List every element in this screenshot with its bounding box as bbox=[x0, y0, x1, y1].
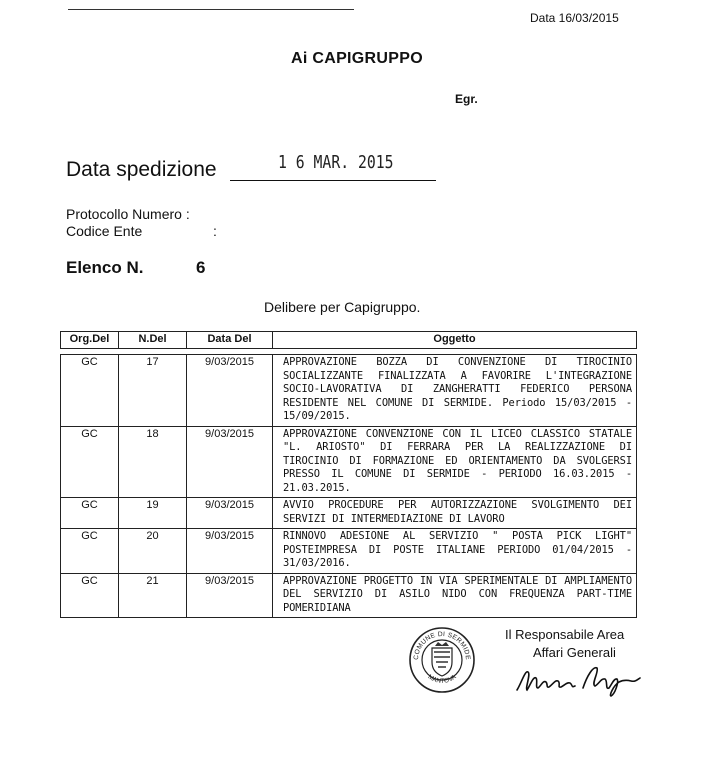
seal-text-top: COMUNE DI SERMIDE bbox=[412, 630, 472, 661]
entity-code-colon: : bbox=[213, 223, 217, 239]
entity-code-label: Codice Ente bbox=[66, 223, 143, 239]
table-row bbox=[61, 498, 637, 529]
row-subject: AVVIO PROCEDURE PER AUTORIZZAZIONE SVOLGIMENTO DEI SERVIZI DI INTERMEDIAZIONE DI LAVORO bbox=[273, 498, 637, 529]
municipal-seal bbox=[408, 626, 476, 694]
row-number: 21 bbox=[119, 573, 187, 618]
shipping-date-label: Data spedizione bbox=[66, 158, 217, 181]
signatory-role: Il Responsabile Area bbox=[505, 627, 625, 642]
row-org: GC bbox=[61, 573, 119, 618]
row-number: 18 bbox=[119, 426, 187, 498]
row-subject: APPROVAZIONE PROGETTO IN VIA SPERIMENTALE DI AMPLIAMENTO DEL SERVIZIO DI ASILO NIDO CON FREQUENZA PART-TIME POMERIDIANA bbox=[273, 573, 637, 618]
row-date: 9/03/2015 bbox=[187, 573, 273, 618]
column-header-subject: Oggetto bbox=[273, 332, 637, 349]
table-header-row bbox=[61, 332, 637, 349]
row-number: 17 bbox=[119, 355, 187, 427]
row-date: 9/03/2015 bbox=[187, 498, 273, 529]
table-row bbox=[61, 529, 637, 574]
row-number: 20 bbox=[119, 529, 187, 574]
svg-text:MANTOVA bbox=[426, 673, 458, 685]
handwritten-signature bbox=[513, 660, 643, 698]
column-header-org: Org.Del bbox=[61, 332, 119, 349]
row-org: GC bbox=[61, 529, 119, 574]
greeting: Egr. bbox=[455, 92, 478, 106]
table-row bbox=[61, 355, 637, 427]
signatory-office: Affari Generali bbox=[533, 645, 616, 660]
document-date: Data 16/03/2015 bbox=[530, 11, 619, 25]
document-title: Ai CAPIGRUPPO bbox=[291, 50, 423, 67]
row-org: GC bbox=[61, 355, 119, 427]
row-date: 9/03/2015 bbox=[187, 426, 273, 498]
shipping-date-line bbox=[230, 180, 436, 181]
row-date: 9/03/2015 bbox=[187, 355, 273, 427]
column-header-date: Data Del bbox=[187, 332, 273, 349]
column-header-number: N.Del bbox=[119, 332, 187, 349]
row-subject: APPROVAZIONE BOZZA DI CONVENZIONE DI TIROCINIO SOCIALIZZANTE FINALIZZATA A FAVORIRE L'INTEGRAZIONE SOCIO-LAVORATIVA DI ZANGHERATTI FEDERICO PERSONA RESIDENTE NEL COMUNE DI SERMIDE. Periodo 15/03/2015 - 15/09/2015. bbox=[273, 355, 637, 427]
row-org: GC bbox=[61, 426, 119, 498]
row-number: 19 bbox=[119, 498, 187, 529]
seal-text-bottom: MANTOVA bbox=[426, 673, 458, 685]
resolutions-table bbox=[60, 331, 637, 618]
row-date: 9/03/2015 bbox=[187, 529, 273, 574]
row-org: GC bbox=[61, 498, 119, 529]
shipping-date-stamp: 1 6 MAR. 2015 bbox=[278, 152, 394, 173]
table-caption: Delibere per Capigruppo. bbox=[264, 299, 421, 315]
list-number: 6 bbox=[196, 258, 206, 277]
table-row bbox=[61, 573, 637, 618]
row-subject: RINNOVO ADESIONE AL SERVIZIO " POSTA PICK LIGHT" POSTEIMPRESA DI POSTE ITALIANE PERIODO 01/04/2015 - 31/03/2016. bbox=[273, 529, 637, 574]
list-label: Elenco N. bbox=[66, 258, 144, 277]
table-row bbox=[61, 426, 637, 498]
top-rule bbox=[68, 9, 354, 10]
row-subject: APPROVAZIONE CONVENZIONE CON IL LICEO CLASSICO STATALE "L. ARIOSTO" DI FERRARA PER LA REALIZZAZIONE DI TIROCINIO DI FORMAZIONE ED ORIENTAMENTO DA SVOLGERSI PRESSO IL COMUNE DI SERMIDE - PERIODO 16.03.2015 - 21.03.2015. bbox=[273, 426, 637, 498]
protocol-number-label: Protocollo Numero : bbox=[66, 206, 190, 222]
